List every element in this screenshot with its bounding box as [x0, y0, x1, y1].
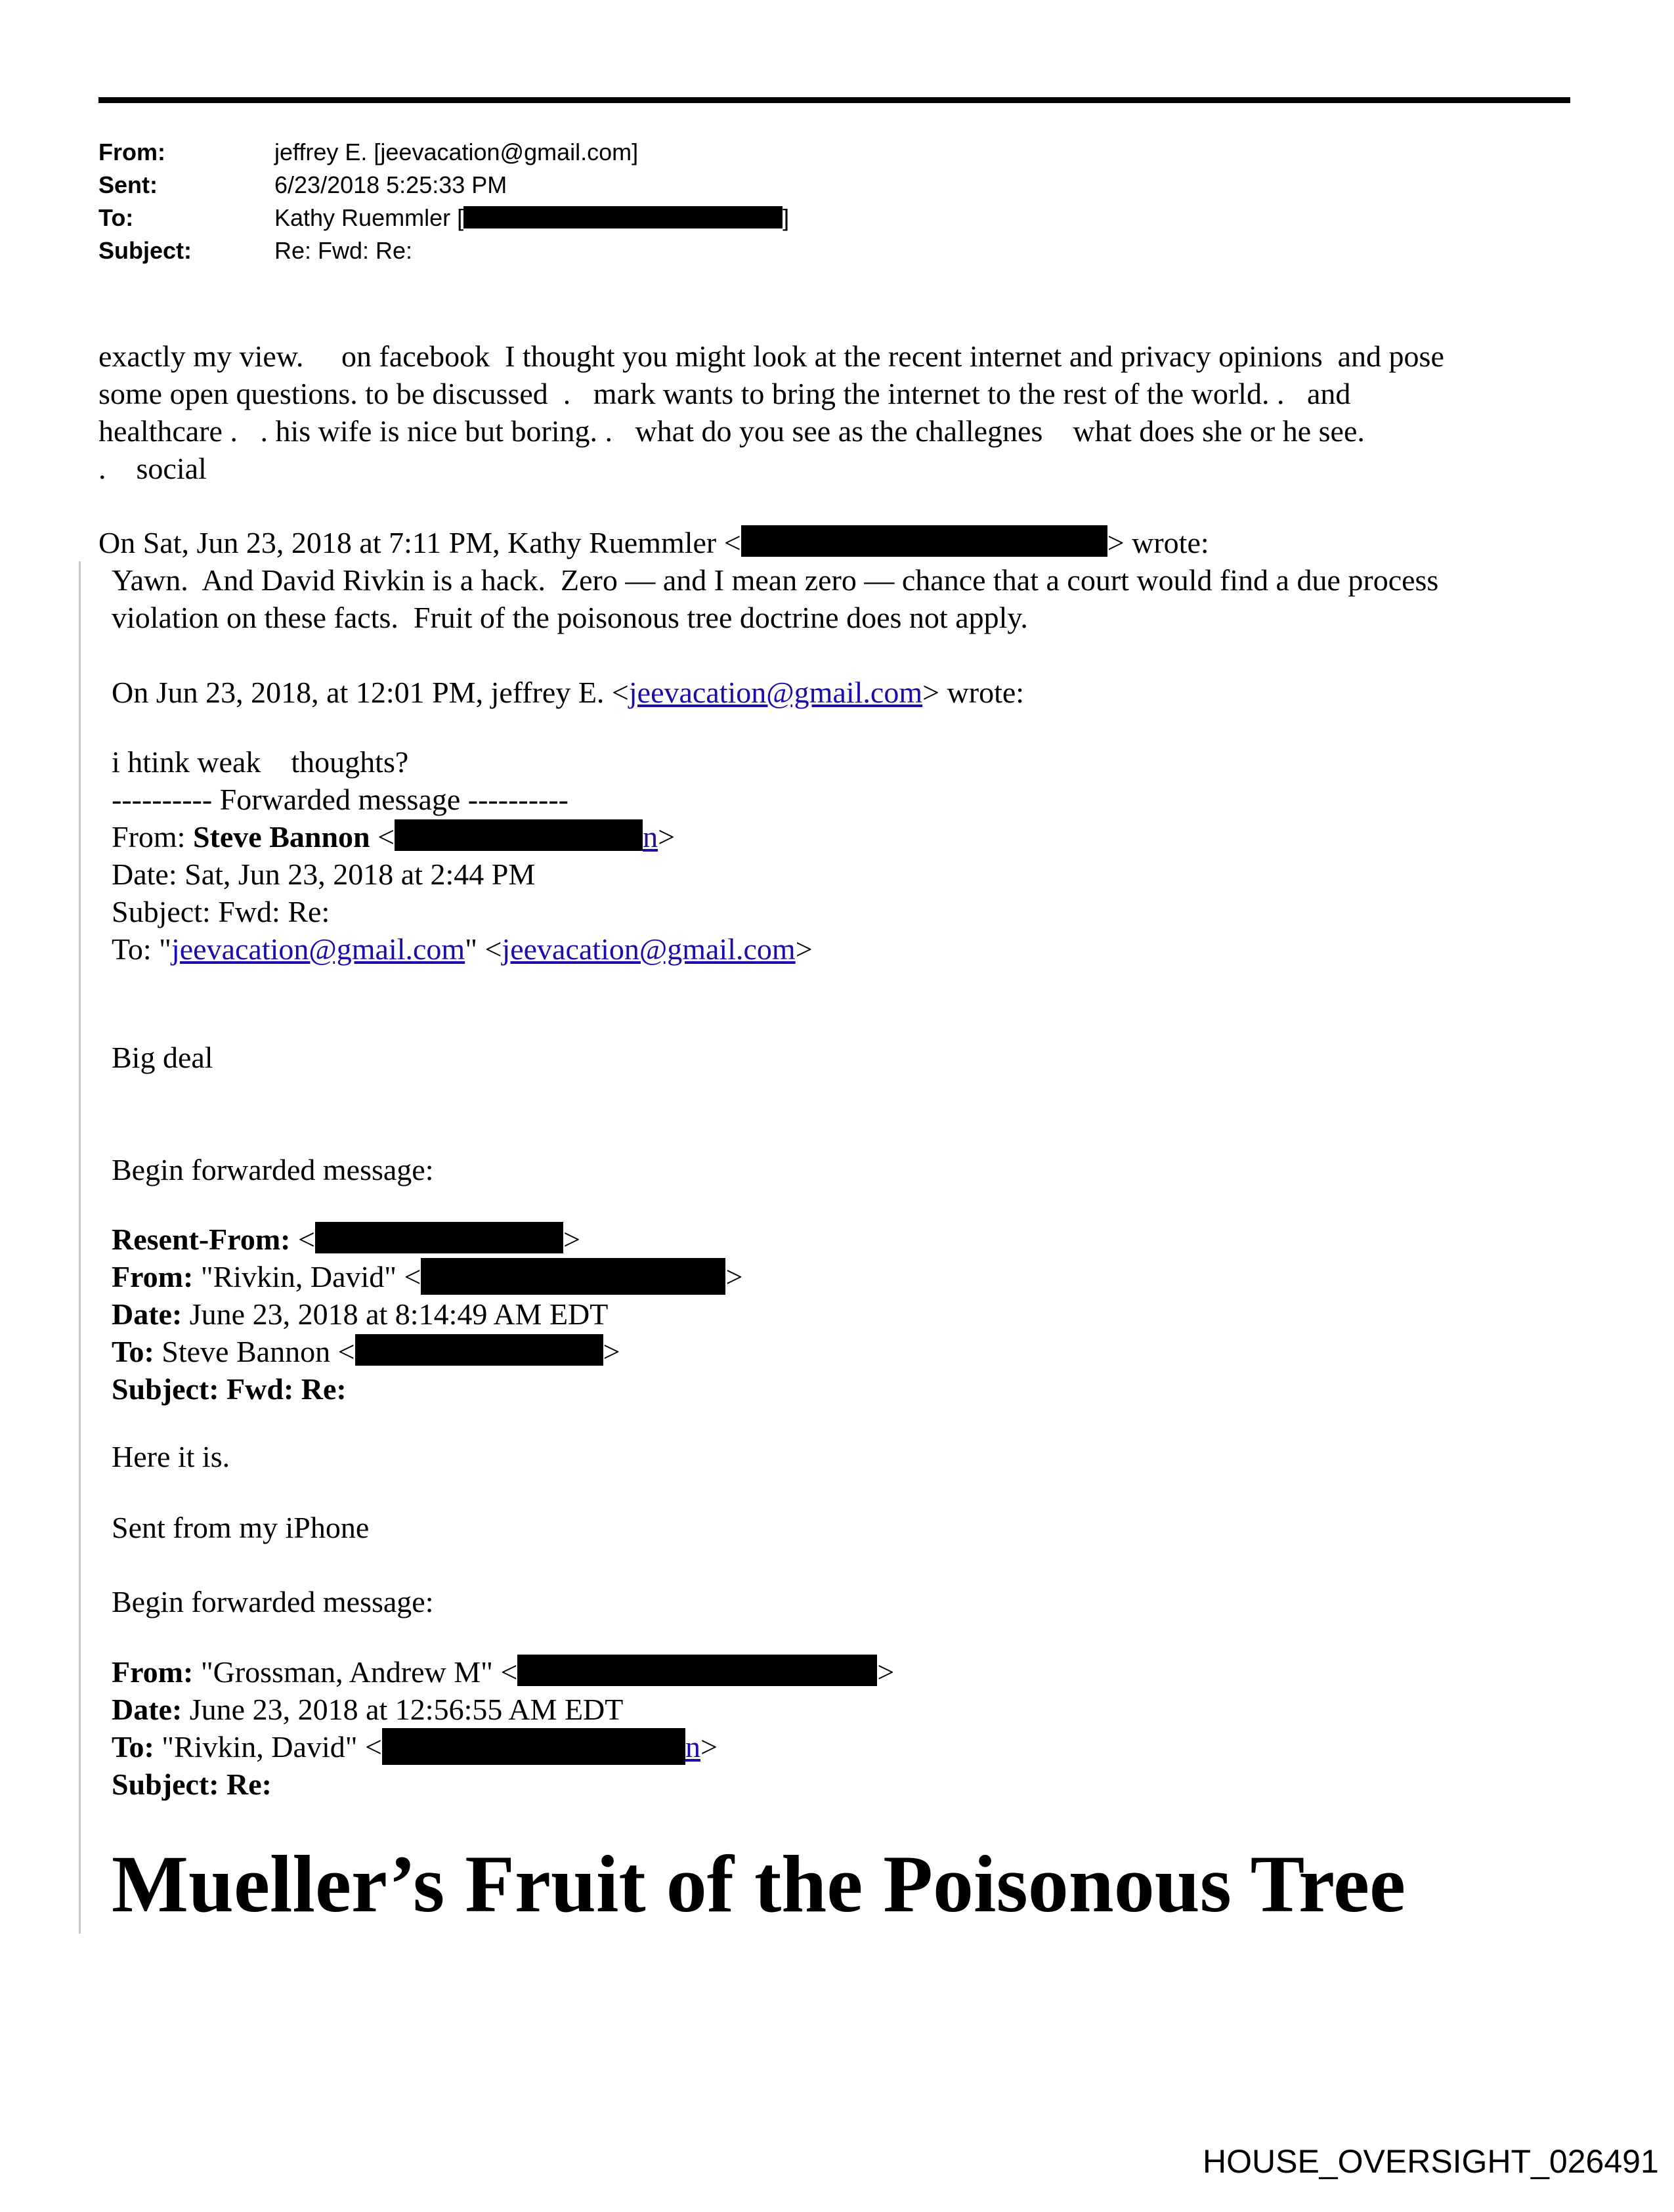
fwd1-to-label: To: " — [112, 932, 171, 966]
fwd2-resent-from — [112, 1221, 580, 1258]
redaction-bar — [463, 206, 783, 228]
body-line-1: exactly my view. on facebook I thought you might look at the recent internet and privacy opinions and pose — [98, 339, 1444, 373]
fwd2-from-close: > — [725, 1260, 743, 1293]
fwd2-date — [112, 1295, 608, 1333]
email-link[interactable]: jeevacation@gmail.com — [171, 932, 465, 966]
header-from-label: From: — [98, 139, 165, 165]
fwd2-subject-label: Subject: Fwd: Re: — [112, 1372, 347, 1406]
header-to-close: ] — [783, 204, 790, 231]
fwd3-to — [112, 1728, 718, 1766]
fwd1-to-close: > — [795, 932, 813, 966]
here-it-is: Here it is. — [112, 1440, 230, 1473]
header-sent-value: 6/23/2018 5:25:33 PM — [274, 171, 507, 198]
fwd2-subject — [112, 1370, 347, 1408]
fwd3-from — [112, 1653, 894, 1691]
fwd3-to-tail: n — [685, 1730, 700, 1764]
header-sent-label: Sent: — [98, 171, 158, 198]
fwd3-subject — [112, 1766, 272, 1803]
fwd2-resent-close: > — [563, 1223, 580, 1256]
bates-number: HOUSE_OVERSIGHT_026491 — [1203, 2143, 1659, 2180]
header-subject-label: Subject: — [98, 237, 192, 264]
article-title: Mueller’s Fruit of the Poisonous Tree — [112, 1839, 1406, 1929]
body-line-3: healthcare . . his wife is nice but boring. . what do you see as the challegnes what does she or he see. — [98, 414, 1365, 448]
fwd1-from — [112, 818, 675, 856]
email-link[interactable]: jeevacation@gmail.com — [628, 676, 923, 709]
fwd3-date — [112, 1691, 623, 1728]
redaction-bar — [741, 525, 1107, 557]
fwd2-to-label: To: — [112, 1335, 154, 1368]
fwd2-to-close: > — [603, 1335, 620, 1368]
fwd2-resent-label: Resent-From: — [112, 1223, 291, 1256]
redaction-bar — [382, 1728, 685, 1765]
fwd3-from-label: From: — [112, 1655, 194, 1689]
fwd2-to-value: Steve Bannon < — [154, 1335, 355, 1368]
fwd3-to-value: "Rivkin, David" < — [154, 1730, 382, 1764]
fwd2-from — [112, 1258, 742, 1295]
header-to-label: To: — [98, 204, 134, 231]
redaction-bar — [395, 819, 643, 851]
redaction-bar — [315, 1222, 563, 1253]
fwd1-from-label: From: — [112, 820, 193, 854]
header-subject-value: Re: Fwd: Re: — [274, 237, 413, 264]
begin-forwarded-2: Begin forwarded message: — [112, 1585, 434, 1618]
fwd3-from-value: "Grossman, Andrew M" < — [193, 1655, 518, 1689]
fwd2-date-value: June 23, 2018 at 8:14:49 AM EDT — [182, 1297, 609, 1331]
quote2-intro — [112, 674, 1024, 711]
body-line-2: some open questions. to be discussed . mark wants to bring the internet to the rest of the world. . and — [98, 377, 1351, 410]
header-to-name: Kathy Ruemmler [ — [274, 204, 464, 231]
fwd1-from-tail: n — [643, 820, 658, 854]
header-to-value — [274, 202, 789, 234]
redaction-bar — [421, 1258, 725, 1295]
fwd3-subject-label: Subject: Re: — [112, 1767, 272, 1801]
redaction-bar — [517, 1655, 877, 1686]
fwd3-date-label: Date: — [112, 1693, 182, 1726]
fwd3-to-label: To: — [112, 1730, 154, 1764]
fwd2-to — [112, 1333, 620, 1370]
quote1-intro-wrote: > wrote: — [1107, 526, 1209, 559]
fwd2-date-label: Date: — [112, 1297, 182, 1331]
body-line-4: . social — [98, 452, 207, 485]
fwd1-date: Date: Sat, Jun 23, 2018 at 2:44 PM — [112, 857, 536, 891]
fwd1-to — [112, 930, 813, 968]
quote2-intro-wrote: > wrote: — [922, 676, 1025, 709]
fwd1-from-close: > — [658, 820, 676, 854]
quote-bar — [79, 561, 81, 1934]
begin-forwarded-1: Begin forwarded message: — [112, 1153, 434, 1186]
quote2-intro-text: On Jun 23, 2018, at 12:01 PM, jeffrey E. < — [112, 676, 629, 709]
forward-separator: ---------- Forwarded message ---------- — [112, 783, 569, 816]
redaction-bar — [355, 1334, 603, 1366]
quote1-line-2: violation on these facts. Fruit of the poisonous tree doctrine does not apply. — [112, 601, 1028, 634]
big-deal: Big deal — [112, 1041, 213, 1074]
fwd3-to-close: > — [700, 1730, 718, 1764]
fwd3-from-close: > — [877, 1655, 895, 1689]
header-rule — [98, 97, 1570, 103]
fwd2-from-value: "Rivkin, David" < — [193, 1260, 421, 1293]
fwd1-from-open: < — [370, 820, 395, 854]
fwd1-subject: Subject: Fwd: Re: — [112, 895, 330, 928]
fwd2-resent-open: < — [290, 1223, 315, 1256]
fwd2-from-label: From: — [112, 1260, 194, 1293]
fwd1-to-middle: " < — [465, 932, 502, 966]
header-from-value: jeffrey E. [jeevacation@gmail.com] — [274, 139, 639, 165]
sent-from-iphone: Sent from my iPhone — [112, 1511, 370, 1544]
fwd1-from-name: Steve Bannon — [192, 820, 370, 854]
quote1-intro-text: On Sat, Jun 23, 2018 at 7:11 PM, Kathy Ruemmler < — [98, 526, 741, 559]
fwd3-date-value: June 23, 2018 at 12:56:55 AM EDT — [182, 1693, 624, 1726]
quote2-line-1: i htink weak thoughts? — [112, 745, 409, 779]
quote1-line-1: Yawn. And David Rivkin is a hack. Zero — and I mean zero — chance that a court would find a due process — [112, 563, 1439, 597]
email-link[interactable]: jeevacation@gmail.com — [502, 932, 796, 966]
quote1-intro — [98, 524, 1209, 561]
